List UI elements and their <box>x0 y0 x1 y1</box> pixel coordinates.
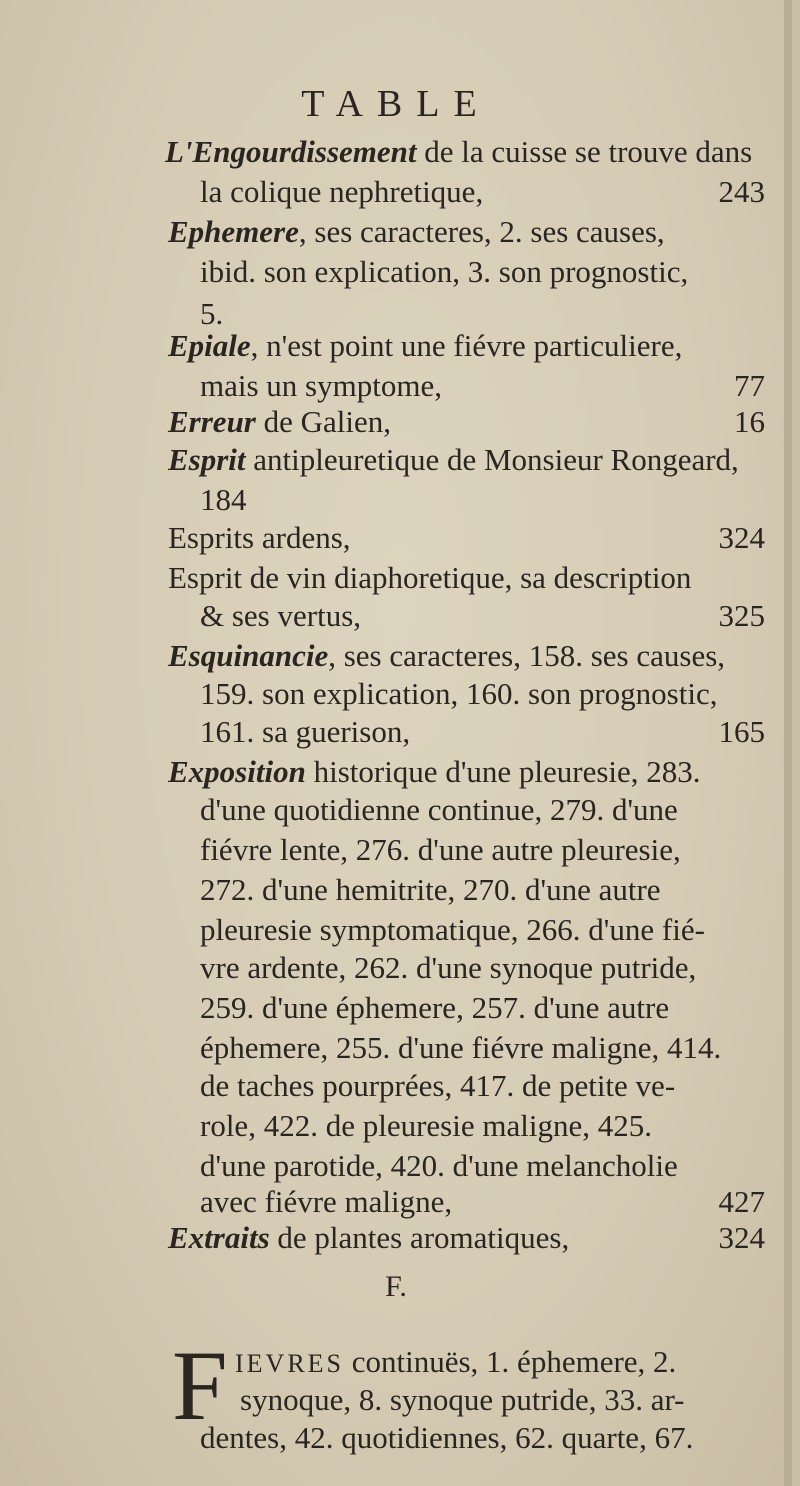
entry-line <box>168 324 682 368</box>
entry-text: d'une parotide, 420. d'une melancholie <box>200 1148 678 1183</box>
entry-line <box>200 868 661 912</box>
entry-text: avec fiévre maligne, <box>200 1184 453 1219</box>
entry-headword: Esprit <box>168 442 246 477</box>
entry-headword: Epiale <box>168 328 251 363</box>
entry-page-number: 324 <box>718 520 765 555</box>
entry-line <box>200 170 765 214</box>
entry-text: 161. sa guerison, <box>200 714 411 749</box>
entry-text: continuës, 1. éphemere, 2. <box>351 1344 677 1379</box>
entry-text: Esprit de vin diaphoretique, sa description <box>168 560 692 595</box>
entry-text: synoque, 8. synoque putride, 33. ar- <box>240 1382 685 1417</box>
entry-text: Esprits ardens, <box>168 520 351 555</box>
entry-text: 159. son explication, 160. son prognostic, <box>200 676 718 711</box>
entry-text: role, 422. de pleuresie maligne, 425. <box>200 1108 652 1143</box>
entry-line <box>168 516 765 560</box>
entry-text: historique d'une pleuresie, 283. <box>313 754 701 789</box>
entry-text: 184 <box>200 482 247 517</box>
entry-line <box>200 1416 693 1460</box>
entry-text: 259. d'une éphemere, 257. d'une autre <box>200 990 670 1025</box>
entry-line <box>200 946 696 990</box>
section-letter: F. <box>385 1270 407 1303</box>
entry-text: fiévre lente, 276. d'une autre pleuresie, <box>200 832 681 867</box>
entry-text: dentes, 42. quotidiennes, 62. quarte, 67. <box>200 1420 694 1455</box>
entry-line <box>200 250 688 294</box>
entry-page-number: 324 <box>718 1220 765 1255</box>
entry-line <box>165 130 755 174</box>
small-caps-word: IEVRES <box>235 1349 344 1378</box>
entry-headword: Esquinancie <box>168 638 329 673</box>
entry-text: ibid. son explication, 3. son prognostic, <box>200 254 689 289</box>
entry-text: éphemere, 255. d'une fiévre maligne, 414. <box>200 1030 722 1065</box>
entry-headword: Ephemere <box>168 214 299 249</box>
entry-text: la colique nephretique, <box>200 174 484 209</box>
entry-line <box>200 1104 652 1148</box>
entry-headword: L'Engourdissement <box>165 134 417 169</box>
entry-page-number: 427 <box>718 1184 765 1219</box>
entry-text: & ses vertus, <box>200 598 362 633</box>
entry-page-number: 325 <box>718 598 765 633</box>
entry-text: de taches pourprées, 417. de petite ve- <box>200 1068 676 1103</box>
entry-page-number: 165 <box>718 714 765 749</box>
entry-text: d'une quotidienne continue, 279. d'une <box>200 792 678 827</box>
entry-text: , ses caracteres, 2. ses causes, <box>298 214 665 249</box>
entry-text: antipleuretique de Monsieur Rongeard, <box>253 442 739 477</box>
entry-text: de Galien, <box>263 404 392 439</box>
entry-text: 272. d'une hemitrite, 270. d'une autre <box>200 872 661 907</box>
entry-text: de la cuisse se trouve dans <box>424 134 753 169</box>
entry-page-number: 243 <box>718 174 765 209</box>
entry-line <box>200 710 765 754</box>
entry-text: de plantes aromatiques, <box>277 1220 570 1255</box>
entry-line <box>168 1216 765 1260</box>
page-title: TABLE <box>301 83 491 125</box>
entry-line <box>200 986 669 1030</box>
entry-text: pleuresie symptomatique, 266. d'une fié- <box>200 912 705 947</box>
entry-text: 5. <box>200 296 224 331</box>
entry-text: mais un symptome, <box>200 368 442 403</box>
entry-headword: Exposition <box>168 754 306 789</box>
entry-text: , ses caracteres, 158. ses causes, <box>328 638 726 673</box>
entry-headword: Extraits <box>168 1220 270 1255</box>
entry-line <box>200 828 681 872</box>
entry-page-number: 77 <box>734 368 765 403</box>
entry-headword: Erreur <box>168 404 256 439</box>
entry-text: vre ardente, 262. d'une synoque putride, <box>200 950 697 985</box>
entry-line <box>168 438 739 482</box>
entry-text: , n'est point une fiévre particuliere, <box>250 328 683 363</box>
drop-cap: F <box>172 1330 228 1441</box>
entry-line <box>200 788 678 832</box>
entry-page-number: 16 <box>734 404 765 439</box>
entry-line <box>200 1064 675 1108</box>
entry-line <box>200 594 765 638</box>
entry-line <box>168 210 763 254</box>
